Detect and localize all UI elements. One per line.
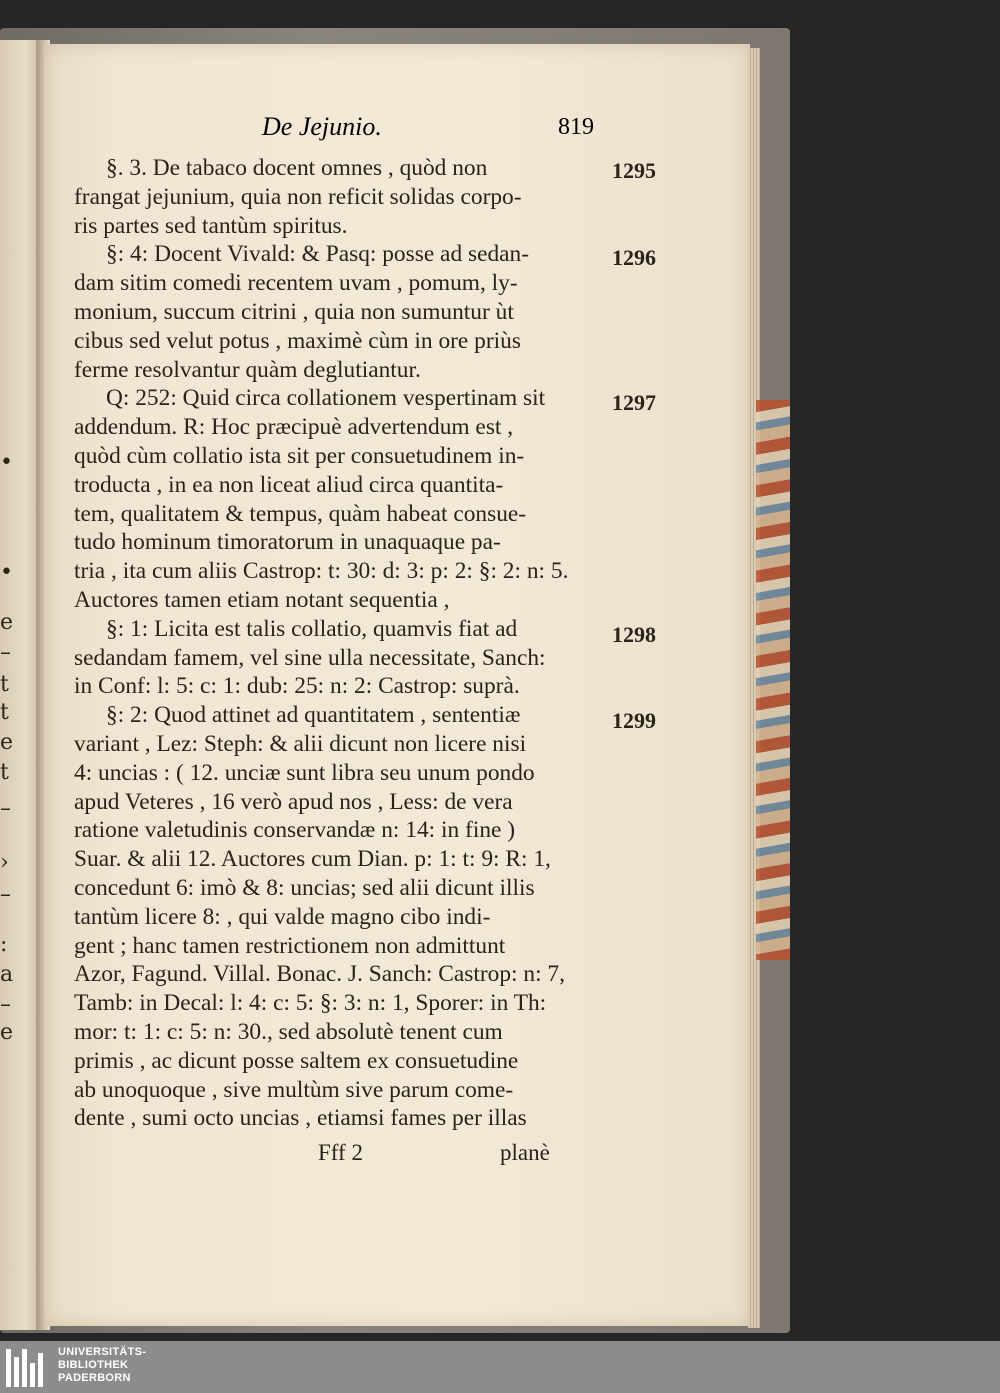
left-page-margin-marks: [0, 0, 20, 1341]
text-line: variant , Lez: Steph: & alii dicunt non licere nisi: [74, 730, 527, 757]
text-line: dam sitim comedi recentem uvam , pomum, ly-: [74, 270, 518, 297]
text-line: mor: t: 1: c: 5: n: 30., sed absolutè tenent cum: [74, 1018, 503, 1045]
text-line: cibus sed velut potus , maximè cùm in ore priùs: [74, 327, 521, 354]
text-line: monium, succum citrini , quia non sumuntur ùt: [74, 298, 514, 325]
text-line: tudo hominum timoratorum in unaquaque pa-: [74, 529, 501, 556]
text-line: ferme resolvantur quàm deglutiantur.: [74, 356, 421, 383]
margin-mark: •: [0, 560, 13, 585]
text-line: addendum. R: Hoc præcipuè advertendum est ,: [74, 414, 514, 441]
text-line: Q: 252: Quid circa collationem vespertinam sit: [106, 385, 546, 412]
margin-mark: –: [0, 992, 11, 1017]
text-line: Tamb: in Decal: l: 4: c: 5: §: 3: n: 1, Sporer: in Th:: [74, 990, 547, 1017]
institution-line: UNIVERSITÄTS-: [58, 1346, 147, 1358]
body-text: [74, 154, 614, 1133]
margin-mark: e: [0, 1020, 14, 1045]
library-logo-icon: [6, 1349, 46, 1387]
text-line: apud Veteres , 16 verò apud nos , Less: de vera: [74, 788, 513, 815]
margin-mark: –: [0, 640, 11, 665]
margin-mark: t: [0, 672, 9, 697]
margin-mark: a: [0, 962, 14, 987]
text-line: §: 1: Licita est talis collatio, quamvis fiat ad: [106, 615, 518, 642]
text-line: tria , ita cum aliis Castrop: t: 30: d: 3: p: 2: §: 2: n: 5.: [74, 558, 569, 585]
text-line: tem, qualitatem & tempus, quàm habeat consue-: [74, 500, 527, 527]
running-head-title: De Jejunio.: [262, 112, 382, 141]
margin-mark: t: [0, 760, 9, 785]
margin-mark: e: [0, 730, 14, 755]
text-line: quòd cùm collatio ista sit per consuetudinem in-: [74, 442, 525, 469]
marginal-number: 1297: [612, 390, 656, 415]
text-line: §. 3. De tabaco docent omnes , quòd non: [106, 155, 488, 181]
text-line: sedandam famem, vel sine ulla necessitate, Sanch:: [74, 644, 546, 671]
text-line: gent ; hanc tamen restrictionem non admittunt: [74, 932, 506, 959]
text-line: troducta , in ea non liceat aliud circa quantita-: [74, 471, 504, 498]
text-line: §: 4: Docent Vivald: & Pasq: posse ad sedan-: [106, 241, 530, 268]
text-line: Azor, Fagund. Villal. Bonac. J. Sanch: Castrop: n: 7,: [74, 961, 565, 988]
running-head: [262, 112, 602, 148]
marginal-number: 1295: [612, 158, 656, 183]
margin-mark: –: [0, 882, 11, 907]
institution-name: [58, 1346, 146, 1385]
margin-mark: e: [0, 610, 14, 635]
catchword: planè: [500, 1140, 550, 1165]
signature-mark: Fff 2: [318, 1140, 363, 1165]
text-line: concedunt 6: imò & 8: uncias; sed alii dicunt illis: [74, 874, 535, 901]
text-line: tantùm licere 8: , qui valde magno cibo indi-: [74, 903, 491, 930]
text-line: Suar. & alii 12. Auctores cum Dian. p: 1: t: 9: R: 1,: [74, 846, 551, 873]
text-line: in Conf: l: 5: c: 1: dub: 25: n: 2: Castrop: suprà.: [74, 673, 520, 700]
text-line: frangat jejunium, quia non reficit solidas corpo-: [74, 183, 522, 210]
marginal-number: 1298: [612, 622, 656, 647]
marginal-number: 1296: [612, 245, 656, 270]
marginal-number: 1299: [612, 708, 656, 733]
institution-footer: [0, 1341, 1000, 1393]
institution-line: PADERBORN: [58, 1372, 131, 1384]
margin-mark: ›: [0, 850, 9, 875]
margin-mark: –: [0, 796, 11, 821]
margin-mark: •: [0, 450, 13, 475]
text-line: §: 2: Quod attinet ad quantitatem , sententiæ: [106, 702, 521, 729]
text-line: dente , sumi octo uncias , etiamsi fames per illas: [74, 1105, 527, 1132]
text-line: ratione valetudinis conservandæ n: 14: in fine ): [74, 817, 516, 844]
text-line: ab unoquoque , sive multùm sive parum come-: [74, 1076, 514, 1103]
text-line: 4: uncias : ( 12. unciæ sunt libra seu unum pondo: [74, 759, 535, 786]
margin-mark: t: [0, 700, 9, 725]
page-number: 819: [558, 114, 594, 140]
institution-line: BIBLIOTHEK: [58, 1359, 129, 1371]
text-line: Auctores tamen etiam notant sequentia ,: [74, 586, 450, 613]
margin-mark: :: [0, 932, 8, 957]
marbled-edge: [756, 400, 790, 960]
text-line: primis , ac dicunt posse saltem ex consuetudine: [74, 1047, 519, 1074]
text-line: ris partes sed tantùm spiritus.: [74, 212, 348, 239]
